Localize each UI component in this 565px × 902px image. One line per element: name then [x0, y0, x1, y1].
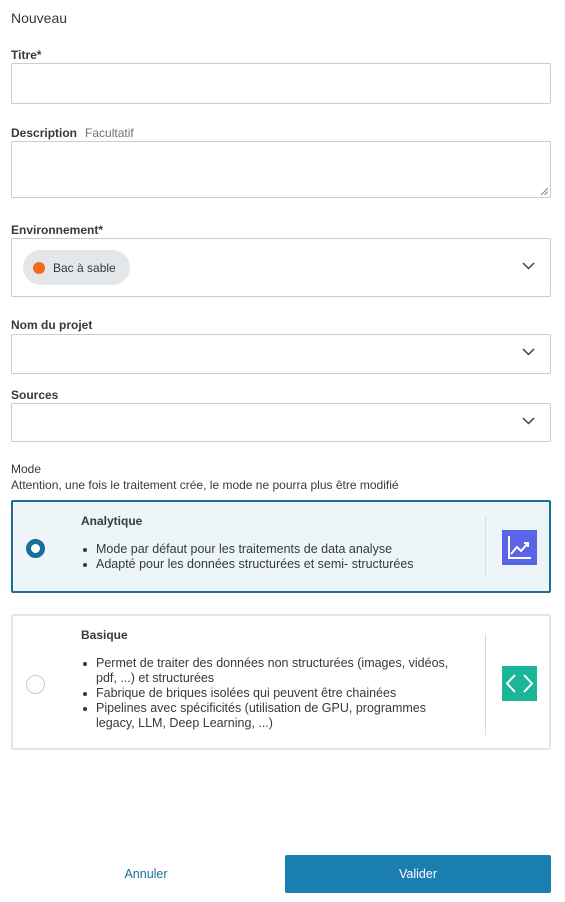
card-divider	[485, 517, 486, 576]
mode-card-heading: Basique	[81, 628, 128, 642]
description-label	[11, 126, 134, 140]
chevron-down-icon[interactable]	[522, 259, 535, 272]
code-icon	[502, 666, 537, 701]
environnement-label: Environnement*	[11, 223, 104, 237]
mode-title: Mode	[11, 462, 42, 476]
mode-card-analytique[interactable]	[11, 500, 551, 593]
resize-grip-icon[interactable]	[540, 187, 548, 195]
description-optional-text: Facultatif	[85, 126, 134, 140]
cancel-button[interactable]: Annuler	[100, 855, 192, 893]
sources-label: Sources	[11, 388, 59, 402]
mode-card-bullets	[81, 656, 461, 731]
nom-projet-label: Nom du projet	[11, 318, 93, 332]
environment-chip[interactable]	[23, 250, 130, 285]
environment-chip-label: Bac à sable	[53, 260, 116, 275]
titre-label: Titre*	[11, 48, 42, 62]
list-item: Fabrique de briques isolées qui peuvent être chainées	[81, 686, 461, 701]
submit-button[interactable]: Valider	[285, 855, 551, 893]
mode-card-bullets	[81, 542, 461, 572]
radio-analytique[interactable]	[26, 539, 45, 558]
chart-icon	[502, 530, 537, 565]
card-divider	[485, 634, 486, 735]
description-label-text: Description	[11, 126, 78, 140]
chevron-down-icon[interactable]	[522, 345, 535, 358]
environnement-select[interactable]	[11, 238, 551, 297]
list-item: Permet de traiter des données non structurées (images, vidéos, pdf, ...) et structurées	[81, 656, 461, 686]
list-item: Mode par défaut pour les traitements de data analyse	[81, 542, 461, 557]
list-item: Pipelines avec spécificités (utilisation de GPU, programmes legacy, LLM, Deep Learning, ...)	[81, 701, 461, 731]
environment-status-dot	[33, 262, 45, 274]
description-textarea[interactable]	[11, 141, 551, 198]
page-title: Nouveau	[11, 10, 68, 26]
chevron-down-icon[interactable]	[522, 414, 535, 427]
mode-warning: Attention, une fois le traitement crée, le mode ne pourra plus être modifié	[11, 478, 399, 492]
nom-projet-select[interactable]	[11, 334, 551, 374]
sources-select[interactable]	[11, 403, 551, 442]
mode-card-heading: Analytique	[81, 514, 143, 528]
list-item: Adapté pour les données structurées et semi- structurées	[81, 557, 461, 572]
radio-basique[interactable]	[26, 675, 45, 694]
mode-card-basique[interactable]	[11, 614, 551, 750]
titre-input[interactable]	[11, 63, 551, 104]
